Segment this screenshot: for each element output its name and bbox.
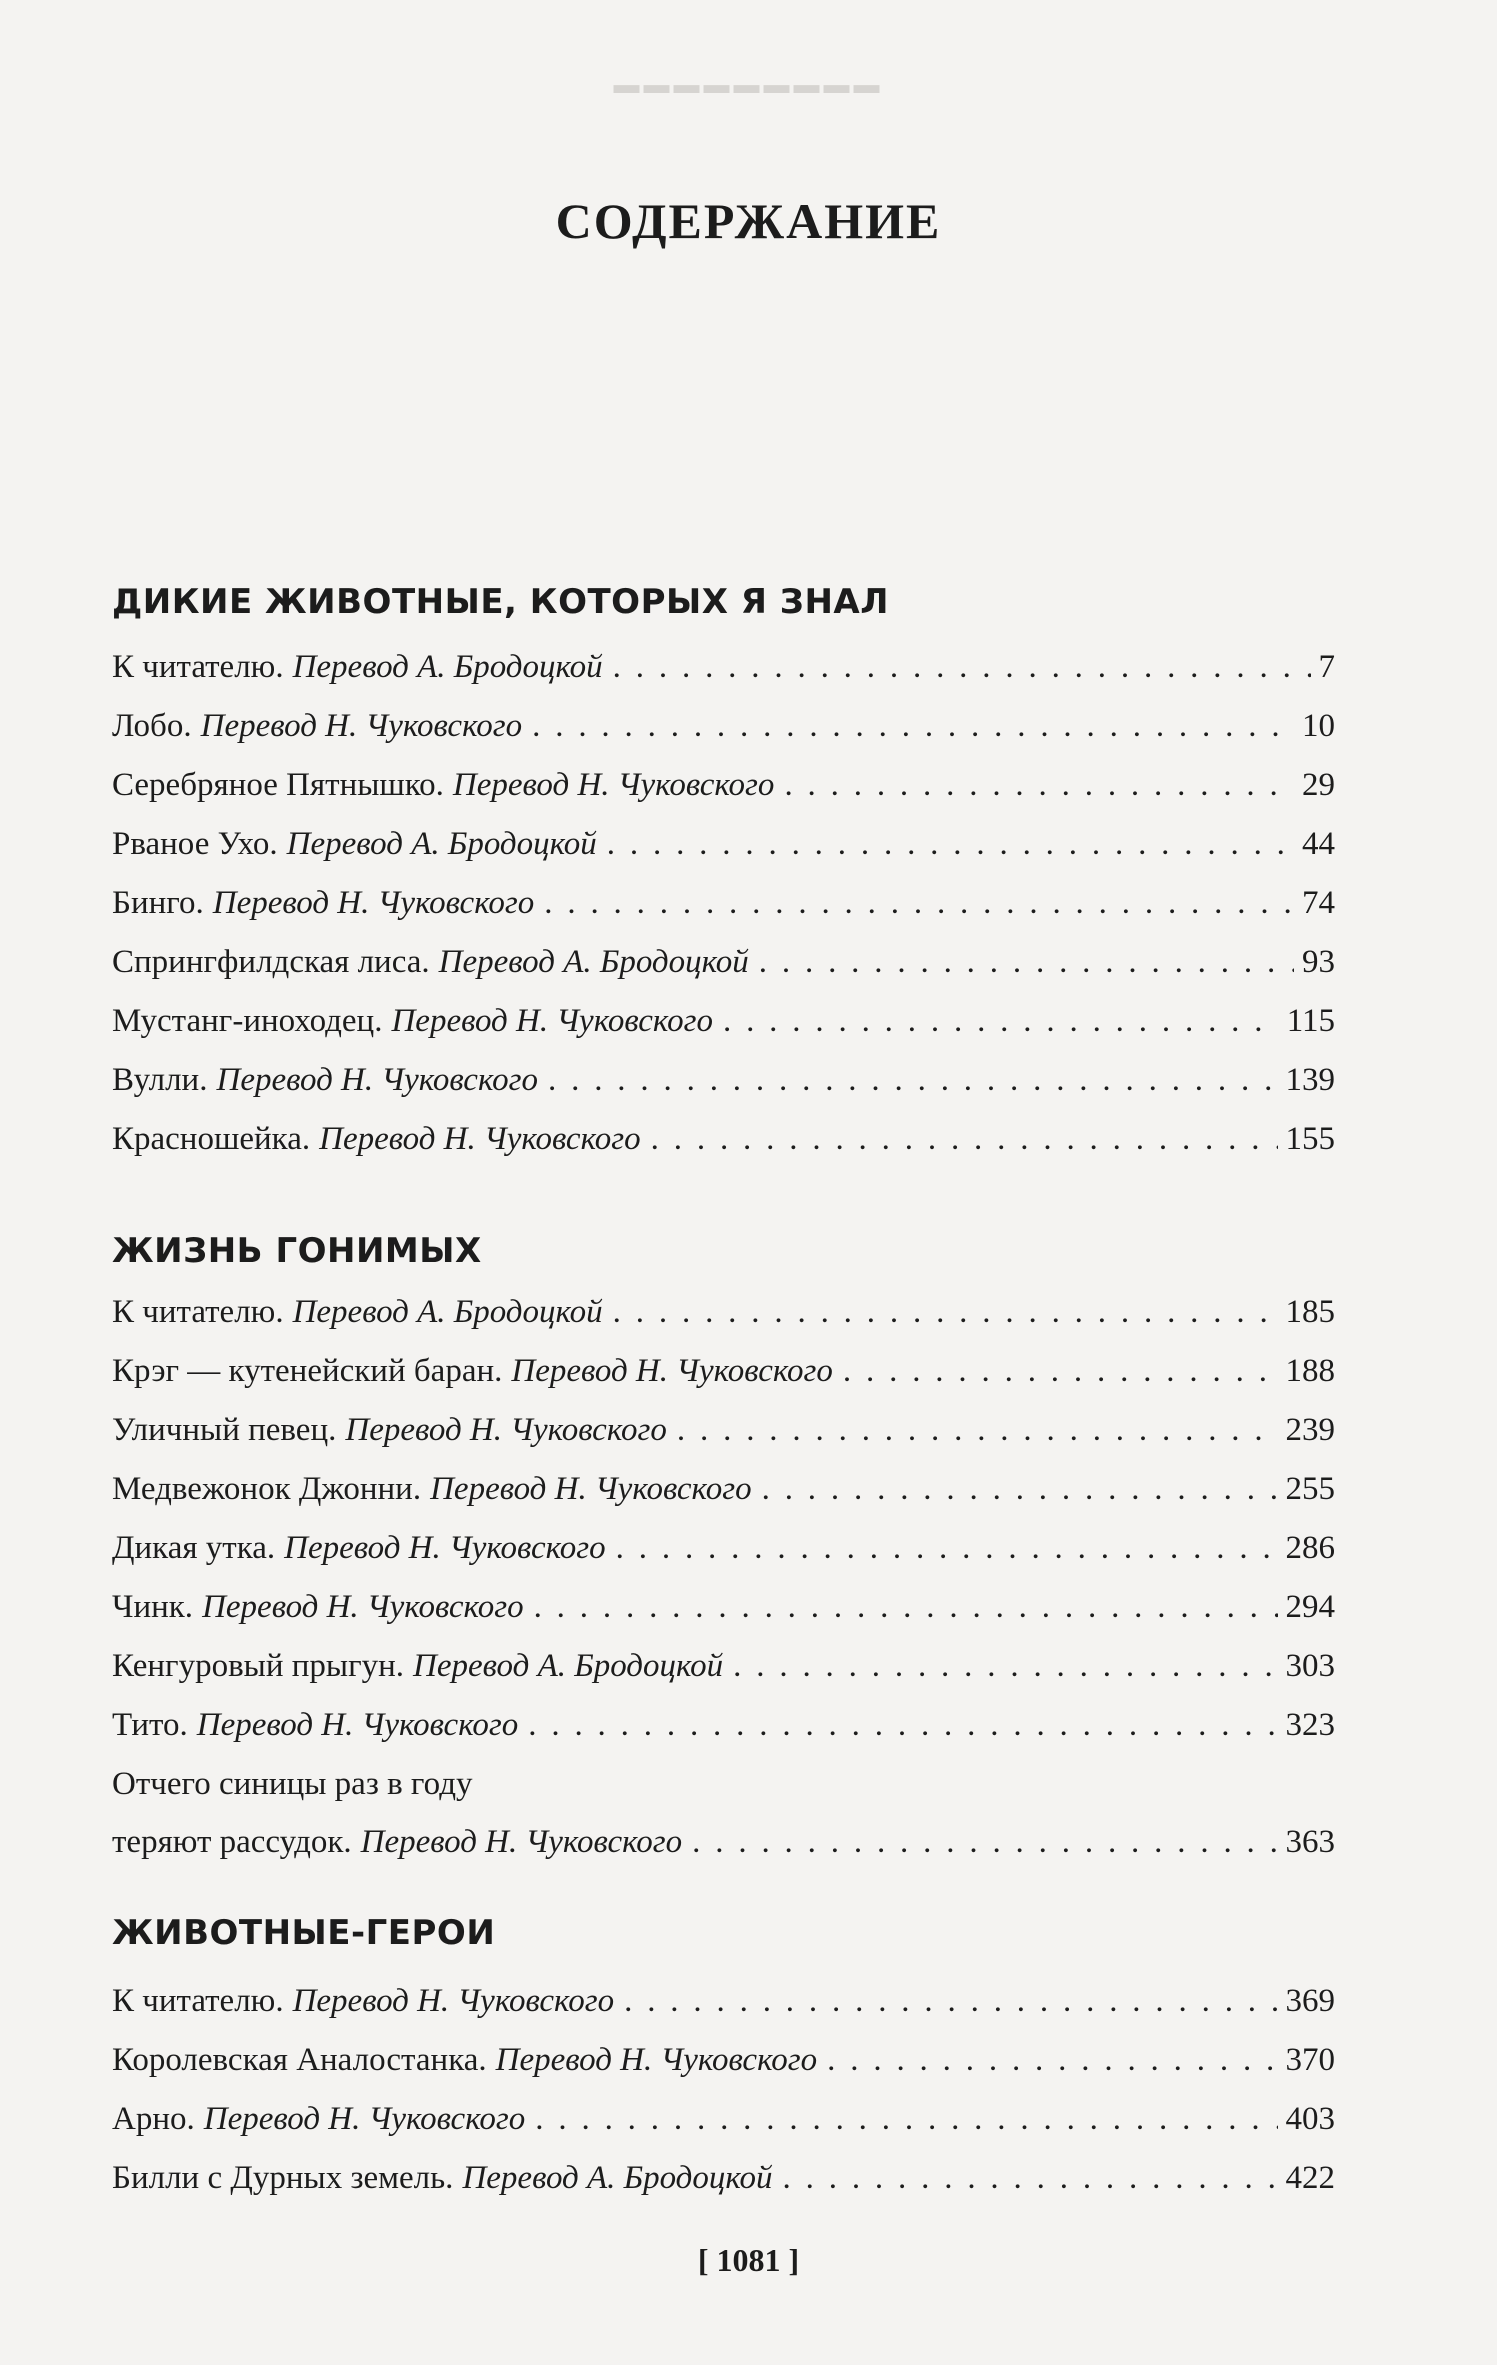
entry-page-number: 10 xyxy=(1302,708,1335,744)
entry-title: Мустанг-иноходец. xyxy=(112,1003,383,1039)
entry-translator: Перевод А. Бродоцкой xyxy=(413,1648,724,1684)
entry-translator: Перевод Н. Чуковского xyxy=(495,2042,818,2078)
entry-title: К читателю. xyxy=(112,1983,284,2019)
dot-leader xyxy=(827,2031,1277,2089)
entry-title: Лобо. xyxy=(112,708,192,744)
toc-entry[interactable] xyxy=(112,1460,1335,1518)
dot-leader xyxy=(651,1110,1278,1168)
toc-entry[interactable] xyxy=(112,815,1335,873)
entry-page-number: 294 xyxy=(1285,1589,1335,1625)
entry-page-number: 44 xyxy=(1302,826,1335,862)
entry-translator: Перевод А. Бродоцкой xyxy=(286,826,597,862)
entry-title: Спрингфилдская лиса. xyxy=(112,944,430,980)
entry-title: Дикая утка. xyxy=(112,1530,276,1566)
entry-page-number: 286 xyxy=(1285,1530,1335,1566)
entry-page-number: 323 xyxy=(1285,1707,1335,1743)
toc-entry[interactable] xyxy=(112,2090,1335,2148)
toc-entry[interactable] xyxy=(112,1972,1335,2030)
toc-entry[interactable] xyxy=(112,1110,1335,1168)
toc-entry[interactable] xyxy=(112,1051,1335,1109)
entry-title: Кенгуровый прыгун. xyxy=(112,1648,405,1684)
entry-translator: Перевод Н. Чуковского xyxy=(511,1353,833,1389)
entry-translator: Перевод Н. Чуковского xyxy=(200,708,523,744)
toc-entry[interactable] xyxy=(112,2149,1335,2207)
toc-entry[interactable] xyxy=(112,1637,1335,1695)
entry-page-number: 188 xyxy=(1285,1353,1335,1389)
entry-translator: Перевод А. Бродоцкой xyxy=(438,944,749,980)
entry-title: Тито. xyxy=(112,1707,188,1743)
entry-page-number: 29 xyxy=(1302,767,1335,803)
entry-page-number: 115 xyxy=(1286,1003,1335,1039)
dot-leader xyxy=(616,1519,1278,1577)
entry-page-number: 422 xyxy=(1285,2160,1335,2196)
entry-title: Красношейка. xyxy=(112,1121,311,1157)
entry-translator: Перевод Н. Чуковского xyxy=(203,2101,526,2137)
entry-translator: Перевод Н. Чуковского xyxy=(202,1589,524,1625)
dot-leader xyxy=(607,815,1294,873)
entry-title: Арно. xyxy=(112,2101,195,2137)
section-heading-lives-of-hunted: ЖИЗНЬ ГОНИМЫХ xyxy=(112,1231,482,1271)
entry-translator: Перевод А. Бродоцкой xyxy=(292,1294,603,1330)
entry-title: Медвежонок Джонни. xyxy=(112,1471,422,1507)
dot-leader xyxy=(784,756,1294,814)
dot-leader xyxy=(759,933,1294,991)
entry-translator: Перевод Н. Чуковского xyxy=(452,767,775,803)
page-title: СОДЕРЖАНИЕ xyxy=(555,193,942,249)
section-heading-wild-animals: ДИКИЕ ЖИВОТНЫЕ, КОТОРЫХ Я ЗНАЛ xyxy=(112,582,889,622)
entry-title-line2 xyxy=(112,1813,1335,1871)
entry-title: Бинго. xyxy=(112,885,204,921)
dot-leader xyxy=(733,1637,1277,1695)
dot-leader xyxy=(723,992,1279,1050)
dot-leader xyxy=(534,1578,1278,1636)
entry-title: Билли с Дурных земель. xyxy=(112,2160,454,2196)
dot-leader xyxy=(843,1342,1278,1400)
toc-entry[interactable] xyxy=(112,756,1335,814)
entry-page-number: 363 xyxy=(1285,1824,1335,1860)
entry-title: Серебряное Пятнышко. xyxy=(112,767,444,803)
entry-page-number: 74 xyxy=(1302,885,1335,921)
toc-entry[interactable] xyxy=(112,933,1335,991)
toc-entry[interactable] xyxy=(112,1401,1335,1459)
section-heading-animal-heroes: ЖИВОТНЫЕ-ГЕРОИ xyxy=(112,1913,496,1953)
entry-title: Уличный певец. xyxy=(112,1412,337,1448)
entry-title: К читателю. xyxy=(112,1294,284,1330)
dot-leader xyxy=(613,1283,1278,1341)
entry-translator: Перевод Н. Чуковского xyxy=(212,885,535,921)
toc-entry[interactable] xyxy=(112,638,1335,696)
show-through-running-head: ▬▬▬▬▬▬▬▬▬ xyxy=(613,70,884,99)
toc-entry[interactable] xyxy=(112,1342,1335,1400)
entry-translator: Перевод А. Бродоцкой xyxy=(292,649,603,685)
toc-entry[interactable] xyxy=(112,1696,1335,1754)
entry-translator: Перевод Н. Чуковского xyxy=(196,1707,519,1743)
entry-page-number: 255 xyxy=(1285,1471,1335,1507)
toc-entry[interactable] xyxy=(112,1283,1335,1341)
toc-entry[interactable] xyxy=(112,992,1335,1050)
toc-entry[interactable] xyxy=(112,1578,1335,1636)
entry-title: Рваное Ухо. xyxy=(112,826,278,862)
entry-page-number: 185 xyxy=(1285,1294,1335,1330)
entry-title-line1: Отчего синицы раз в году xyxy=(112,1766,473,1802)
entry-page-number: 7 xyxy=(1318,649,1335,685)
entry-title: Вулли. xyxy=(112,1062,208,1098)
entry-title: Крэг — кутенейский баран. xyxy=(112,1353,503,1389)
dot-leader xyxy=(762,1460,1278,1518)
entry-translator: Перевод Н. Чуковского xyxy=(292,1983,615,2019)
entry-title: К читателю. xyxy=(112,649,284,685)
toc-entry[interactable] xyxy=(112,1755,1335,1871)
toc-entry[interactable] xyxy=(112,2031,1335,2089)
entry-page-number: 403 xyxy=(1285,2101,1335,2137)
entry-translator: Перевод А. Бродоцкой xyxy=(462,2160,773,2196)
entry-title: Королевская Аналостанка. xyxy=(112,2042,487,2078)
toc-entry[interactable] xyxy=(112,697,1335,755)
entry-translator: Перевод Н. Чуковского xyxy=(319,1121,641,1157)
dot-leader xyxy=(624,1972,1277,2030)
entry-translator: Перевод Н. Чуковского xyxy=(284,1530,606,1566)
entry-translator: Перевод Н. Чуковского xyxy=(216,1062,538,1098)
entry-page-number: 155 xyxy=(1285,1121,1335,1157)
entry-translator: Перевод Н. Чуковского xyxy=(345,1412,667,1448)
dot-leader xyxy=(692,1813,1277,1871)
entry-page-number: 139 xyxy=(1285,1062,1335,1098)
dot-leader xyxy=(535,2090,1277,2148)
dot-leader xyxy=(613,638,1311,696)
entry-page-number: 370 xyxy=(1285,2042,1335,2078)
page-number-folio: [ 1081 ] xyxy=(697,2242,800,2278)
entry-title: Чинк. xyxy=(112,1589,194,1625)
dot-leader xyxy=(548,1051,1278,1109)
dot-leader xyxy=(544,874,1294,932)
dot-leader xyxy=(532,697,1294,755)
entry-translator: Перевод Н. Чуковского xyxy=(360,1824,683,1860)
dot-leader xyxy=(677,1401,1278,1459)
dot-leader xyxy=(528,1696,1277,1754)
toc-entry[interactable] xyxy=(112,1519,1335,1577)
entry-page-number: 303 xyxy=(1285,1648,1335,1684)
entry-page-number: 369 xyxy=(1285,1983,1335,2019)
entry-translator: Перевод Н. Чуковского xyxy=(430,1471,752,1507)
entry-page-number: 93 xyxy=(1302,944,1335,980)
dot-leader xyxy=(783,2149,1278,2207)
entry-translator: Перевод Н. Чуковского xyxy=(391,1003,713,1039)
toc-entry[interactable] xyxy=(112,874,1335,932)
entry-page-number: 239 xyxy=(1285,1412,1335,1448)
entry-title: теряют рассудок. xyxy=(112,1824,352,1860)
